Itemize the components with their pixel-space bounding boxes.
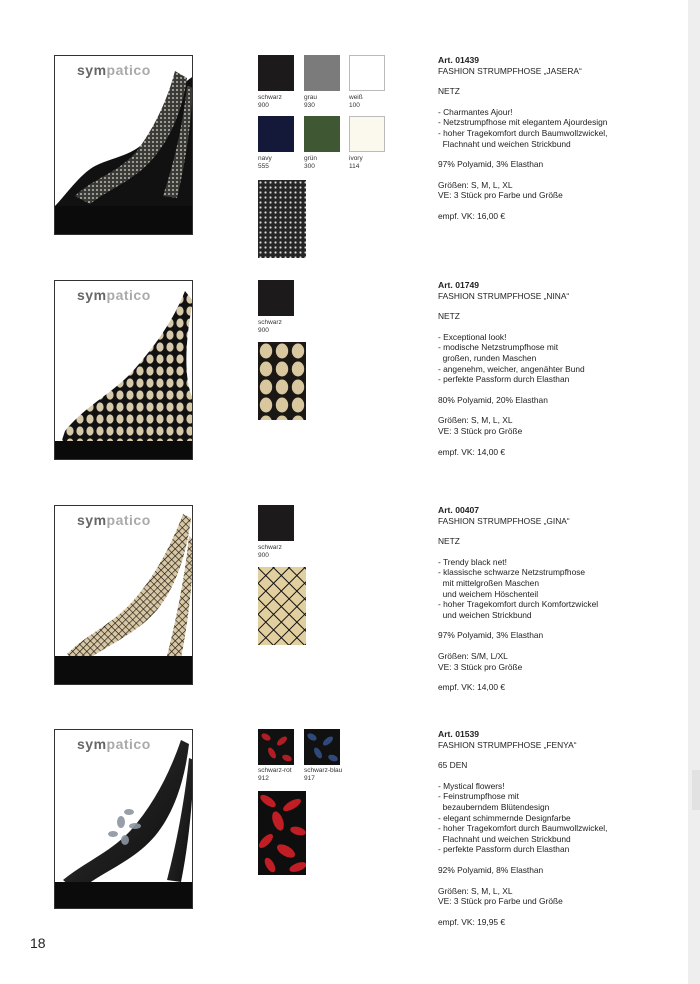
swatch-label: schwarz-rot 912	[258, 767, 292, 782]
color-swatch-ivory[interactable]	[349, 116, 385, 152]
product-info	[438, 505, 688, 693]
texture-detail	[258, 180, 306, 258]
feature-line: großen, runden Maschen	[438, 352, 537, 363]
feature-line: - perfekte Passform durch Elasthan	[438, 374, 570, 385]
legs-photo	[55, 506, 193, 685]
feature-line: - Exceptional look!	[438, 331, 507, 342]
texture-image	[258, 791, 306, 875]
feature-line: - angenehm, weicher, angenähter Bund	[438, 363, 585, 374]
swatch-label: grün 300	[304, 155, 318, 170]
article-number: Art. 01539	[438, 729, 480, 739]
price: empf. VK: 16,00 €	[438, 210, 506, 221]
swatch-label: weiß 100	[349, 94, 363, 109]
texture-detail	[258, 567, 306, 645]
packaging: VE: 3 Stück pro Farbe und Größe	[438, 190, 563, 201]
feature-list	[438, 781, 688, 855]
feature-line: - Trendy black net!	[438, 556, 507, 567]
color-swatch-weiss[interactable]	[349, 55, 385, 91]
feature-line: - Charmantes Ajour!	[438, 106, 513, 117]
sizes: Größen: S, M, L, XL	[438, 179, 513, 190]
swatch-label: schwarz-blau 917	[304, 767, 343, 782]
brand-logo: sympatico	[77, 287, 151, 303]
sizes: Größen: S, M, L, XL	[438, 885, 513, 896]
material: 92% Polyamid, 8% Elasthan	[438, 864, 544, 875]
product-name: FASHION STRUMPFHOSE „FENYA“	[438, 739, 577, 750]
color-swatch-schwarz[interactable]	[258, 55, 294, 91]
texture-detail	[258, 791, 306, 875]
color-swatch-grau[interactable]	[304, 55, 340, 91]
product-photo	[54, 505, 193, 685]
feature-line: Flachnaht und weichen Strickbund	[438, 833, 571, 844]
color-swatch-schwarz[interactable]	[258, 280, 294, 316]
feature-list	[438, 107, 688, 149]
feature-line: - Feinstrumpfhose mit	[438, 791, 519, 802]
feature-line: - elegant schimmernde Designfarbe	[438, 812, 571, 823]
packaging: VE: 3 Stück pro Farbe und Größe	[438, 896, 563, 907]
color-swatch-gruen[interactable]	[304, 116, 340, 152]
feature-line: mit mittelgroßen Maschen	[438, 577, 539, 588]
article-number: Art. 01749	[438, 280, 480, 290]
swatch-label: navy 555	[258, 155, 272, 170]
product-nina	[0, 280, 700, 500]
legs-photo	[55, 730, 193, 909]
material: 80% Polyamid, 20% Elasthan	[438, 394, 548, 405]
product-photo	[54, 280, 193, 460]
material: 97% Polyamid, 3% Elasthan	[438, 159, 544, 170]
swatch-label: schwarz 900	[258, 544, 282, 559]
texture-detail	[258, 342, 306, 420]
price: empf. VK: 14,00 €	[438, 446, 506, 457]
feature-line: - perfekte Passform durch Elasthan	[438, 844, 570, 855]
product-type: NETZ	[438, 536, 460, 547]
page-number: 18	[30, 935, 46, 951]
product-gina	[0, 505, 700, 725]
article-number: Art. 01439	[438, 55, 480, 65]
feature-line: Flachnaht und weichen Strickbund	[438, 138, 571, 149]
product-info	[438, 55, 688, 222]
texture-image	[258, 342, 306, 420]
product-fenya	[0, 729, 700, 949]
color-swatch-schwarz[interactable]	[258, 505, 294, 541]
feature-line: - Mystical flowers!	[438, 780, 505, 791]
feature-line: - hoher Tragekomfort durch Baumwollzwickel,	[438, 127, 608, 138]
texture-image	[258, 180, 306, 258]
color-swatch-schwarz-blau[interactable]	[304, 729, 340, 765]
product-photo	[54, 55, 193, 235]
sizes: Größen: S/M, L/XL	[438, 650, 508, 661]
brand-logo: sympatico	[77, 512, 151, 528]
product-name: FASHION STRUMPFHOSE „NINA“	[438, 290, 570, 301]
swatch-label: schwarz 900	[258, 94, 282, 109]
color-swatch-schwarz-rot[interactable]	[258, 729, 294, 765]
swatch-label: schwarz 900	[258, 319, 282, 334]
floral-swatch-icon	[304, 729, 340, 765]
article-number: Art. 00407	[438, 505, 480, 515]
product-photo	[54, 729, 193, 909]
feature-list	[438, 332, 688, 385]
floral-swatch-icon	[258, 729, 294, 765]
material: 97% Polyamid, 3% Elasthan	[438, 630, 544, 641]
packaging: VE: 3 Stück pro Größe	[438, 661, 523, 672]
product-info	[438, 280, 688, 457]
color-swatch-navy[interactable]	[258, 116, 294, 152]
feature-line: bezauberndem Blütendesign	[438, 801, 550, 812]
texture-image	[258, 567, 306, 645]
product-jasera	[0, 55, 700, 275]
product-name: FASHION STRUMPFHOSE „GINA“	[438, 515, 570, 526]
feature-line: und weichem Höschenteil	[438, 588, 539, 599]
swatch-label: ivory 114	[349, 155, 363, 170]
feature-line: - Netzstrumpfhose mit elegantem Ajourdesign	[438, 117, 608, 128]
packaging: VE: 3 Stück pro Größe	[438, 425, 523, 436]
feature-line: - hoher Tragekomfort durch Komfortzwickel	[438, 599, 599, 610]
feature-line: - hoher Tragekomfort durch Baumwollzwickel,	[438, 823, 608, 834]
feature-line: und weichen Strickbund	[438, 609, 532, 620]
product-type: NETZ	[438, 86, 460, 97]
product-name: FASHION STRUMPFHOSE „JASERA“	[438, 65, 582, 76]
brand-logo: sympatico	[77, 736, 151, 752]
swatch-label: grau 930	[304, 94, 318, 109]
sizes: Größen: S, M, L, XL	[438, 415, 513, 426]
legs-photo	[55, 56, 193, 235]
price: empf. VK: 19,95 €	[438, 916, 506, 927]
feature-line: - modische Netzstrumpfhose mit	[438, 342, 559, 353]
feature-list	[438, 557, 688, 621]
price: empf. VK: 14,00 €	[438, 682, 506, 693]
feature-line: - klassische schwarze Netzstrumpfhose	[438, 567, 586, 578]
product-info	[438, 729, 688, 927]
product-type: 65 DEN	[438, 760, 468, 771]
legs-photo	[55, 281, 193, 460]
brand-logo: sympatico	[77, 62, 151, 78]
product-type: NETZ	[438, 311, 460, 322]
